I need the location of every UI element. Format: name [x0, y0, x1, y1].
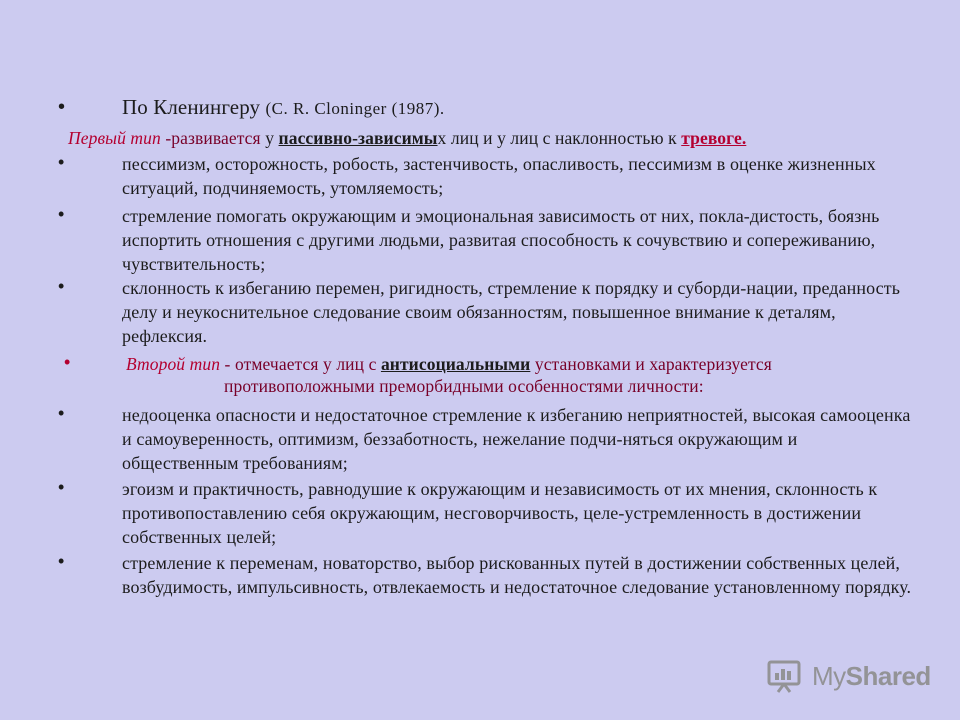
type1-text	[68, 126, 928, 150]
type1-emphasis-tail: х	[437, 128, 447, 148]
type1-dash-text: -развивается	[165, 128, 261, 148]
type1-pre: у	[265, 128, 275, 148]
type1-label: Первый тип	[68, 128, 161, 148]
list-bullet: •	[58, 477, 65, 497]
list-item-text: недооценка опасности и недостаточное стремление к избеганию неприятностей, высокая самооценка и самоуверенность, оптимизм, беззаботность, нежелание подчи-няться окружающим и общественным требованиям;	[122, 405, 911, 473]
list-bullet: •	[58, 152, 65, 172]
list-bullet: •	[58, 276, 65, 296]
type2-line2: противоположными преморбидными особенностями личности:	[224, 376, 704, 396]
watermark-text	[812, 661, 931, 692]
type1-middle: лиц и у лиц с наклонностью к	[450, 128, 677, 148]
type2-rest: установками и характеризуется	[534, 354, 772, 374]
watermark-prefix: My	[812, 660, 846, 691]
heading-bullet: •	[58, 96, 66, 118]
myshared-watermark	[766, 656, 931, 696]
type2-dash-text: - отмечается у лиц с	[224, 354, 377, 374]
heading-text	[122, 94, 912, 122]
list-item-text: стремление помогать окружающим и эмоциональная зависимость от них, покла-дистость, боязнь испортить отношения с другими людьми, развитая способность к сочувствию и сопереживанию, чувствительность;	[122, 206, 880, 274]
heading-citation: (C. R. Cloninger (1987).	[265, 99, 445, 118]
heading-main: По Кленингеру	[122, 95, 261, 119]
type1-emphasis: пассивно-зависимы	[278, 128, 438, 148]
watermark-suffix: Shared	[845, 660, 931, 691]
list-bullet: •	[58, 551, 65, 571]
list-bullet: •	[58, 403, 65, 423]
list-item-text: пессимизм, осторожность, робость, застенчивость, опасливость, пессимизм в оценке жизненных ситуаций, подчиняемость, утомляемость;	[122, 154, 876, 198]
presentation-icon	[766, 658, 806, 694]
list-item-text: эгоизм и практичность, равнодушие к окружающим и независимость от их мнения, склонность к противопоставлению себя окружающим, несговорчивость, целе-устремленность в достижении собственных целей;	[122, 479, 878, 547]
list-item-text: склонность к избеганию перемен, ригидность, стремление к порядку и суборди-нации, преданность делу и неукоснительное следование своим обязанностям, повышенное внимание к деталям, рефлексия.	[122, 278, 901, 346]
type2-bullet: •	[64, 352, 71, 372]
type1-emphasis2: тревоге.	[681, 128, 747, 148]
list-bullet: •	[58, 204, 65, 224]
type2-text	[126, 352, 926, 376]
type2-emphasis: антисоциальными	[380, 354, 531, 374]
list-item-text: стремление к переменам, новаторство, выбор рискованных путей в достижении собственных целей, возбудимость, импульсивность, отвлекаемость и недостаточное следование установленному порядку.	[122, 553, 912, 597]
type2-label: Второй тип	[126, 354, 221, 374]
